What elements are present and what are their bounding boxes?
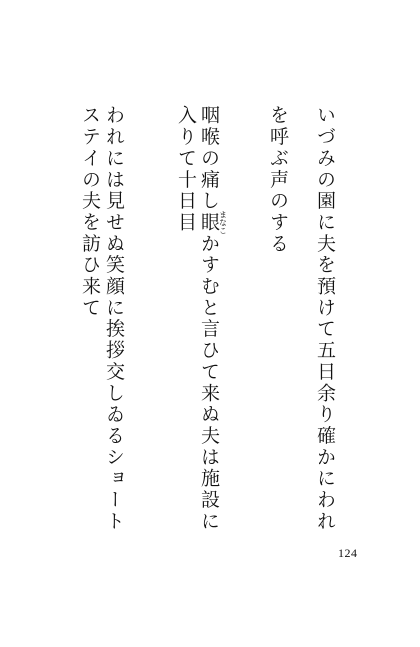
poem-3-line-2: ステイの夫を訪ひ来て xyxy=(79,105,101,319)
poem-2-line-1-after: かすむと言ひて来ぬ夫は施設に xyxy=(198,233,220,533)
page-number: 124 xyxy=(338,546,358,560)
ruby-annotated-word xyxy=(198,210,228,235)
poem-2-line-1 xyxy=(199,105,227,532)
poem-1-line-2: を呼ぶ声のする xyxy=(267,105,289,255)
poem-2-line-2: 入りて十日目 xyxy=(175,105,197,234)
poem-2-line-1-before: 咽喉の痛し xyxy=(198,105,220,212)
poem-3-line-1: われには見せぬ笑顔に挨拶交しゐるショート xyxy=(103,105,125,532)
poem-1-line-1: いづみの園に夫を預けて五日余り確かにわれ xyxy=(314,105,336,532)
ruby-reading: まなこ xyxy=(218,210,228,235)
ruby-base: 眼 xyxy=(198,210,220,235)
